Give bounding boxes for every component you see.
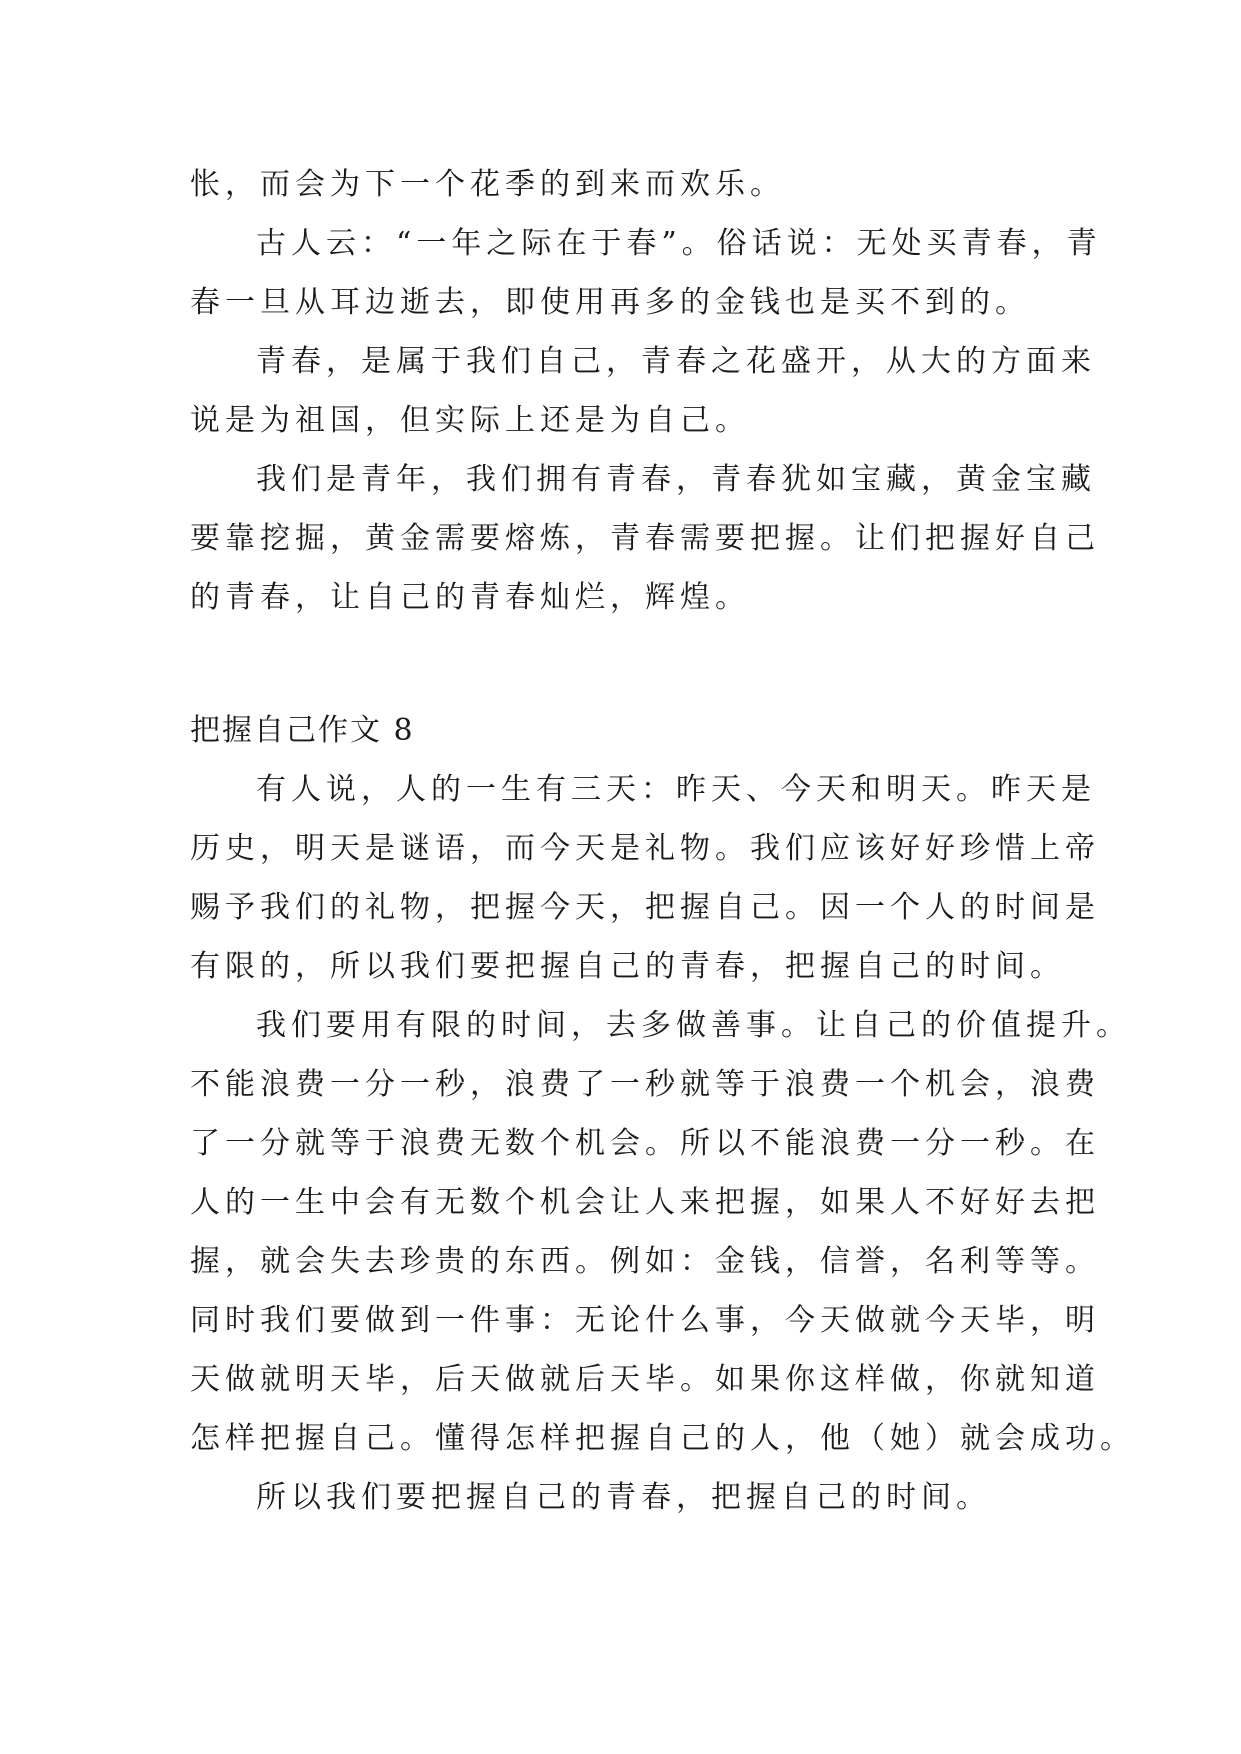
paragraph-line: 了一分就等于浪费无数个机会。所以不能浪费一分一秒。在 — [190, 1126, 1100, 1161]
paragraph-line: 不能浪费一分一秒，浪费了一秒就等于浪费一个机会，浪费 — [190, 1067, 1100, 1102]
paragraph-line: 春一旦从耳边逝去，即使用再多的金钱也是买不到的。 — [190, 285, 1030, 320]
paragraph-line: 我们是青年，我们拥有青春，青春犹如宝藏，黄金宝藏 — [256, 462, 1096, 497]
paragraph-line: 历史，明天是谜语，而今天是礼物。我们应该好好珍惜上帝 — [190, 831, 1100, 866]
section-title: 把握自己作文 8 — [190, 713, 415, 748]
paragraph-line: 赐予我们的礼物，把握今天，把握自己。因一个人的时间是 — [190, 890, 1100, 925]
paragraph-line: 青春，是属于我们自己，青春之花盛开，从大的方面来 — [256, 344, 1096, 379]
paragraph-line: 古人云：“一年之际在于春”。俗话说：无处买青春，青 — [256, 226, 1102, 261]
paragraph-line: 所以我们要把握自己的青春，把握自己的时间。 — [256, 1480, 991, 1515]
document-body — [190, 155, 1135, 1527]
paragraph-line: 怎样把握自己。懂得怎样把握自己的人，他（她）就会成功。 — [190, 1421, 1135, 1456]
paragraph-line: 我们要用有限的时间，去多做善事。让自己的价值提升。 — [256, 1008, 1131, 1043]
paragraph-line: 人的一生中会有无数个机会让人来把握，如果人不好好去把 — [190, 1185, 1100, 1220]
paragraph-line: 要靠挖掘，黄金需要熔炼，青春需要把握。让们把握好自己 — [190, 521, 1100, 556]
paragraph-line: 同时我们要做到一件事：无论什么事，今天做就今天毕，明 — [190, 1303, 1100, 1338]
paragraph-line: 说是为祖国，但实际上还是为自己。 — [190, 403, 750, 438]
paragraph-line: 天做就明天毕，后天做就后天毕。如果你这样做，你就知道 — [190, 1362, 1100, 1397]
paragraph-line: 有人说，人的一生有三天：昨天、今天和明天。昨天是 — [256, 772, 1096, 807]
paragraph-line: 有限的，所以我们要把握自己的青春，把握自己的时间。 — [190, 949, 1065, 984]
paragraph-line: 握，就会失去珍贵的东西。例如：金钱，信誉，名利等等。 — [190, 1244, 1100, 1279]
paragraph-line: 怅，而会为下一个花季的到来而欢乐。 — [190, 167, 785, 202]
section-spacer — [190, 627, 1060, 701]
paragraph-line: 的青春，让自己的青春灿烂，辉煌。 — [190, 580, 750, 615]
